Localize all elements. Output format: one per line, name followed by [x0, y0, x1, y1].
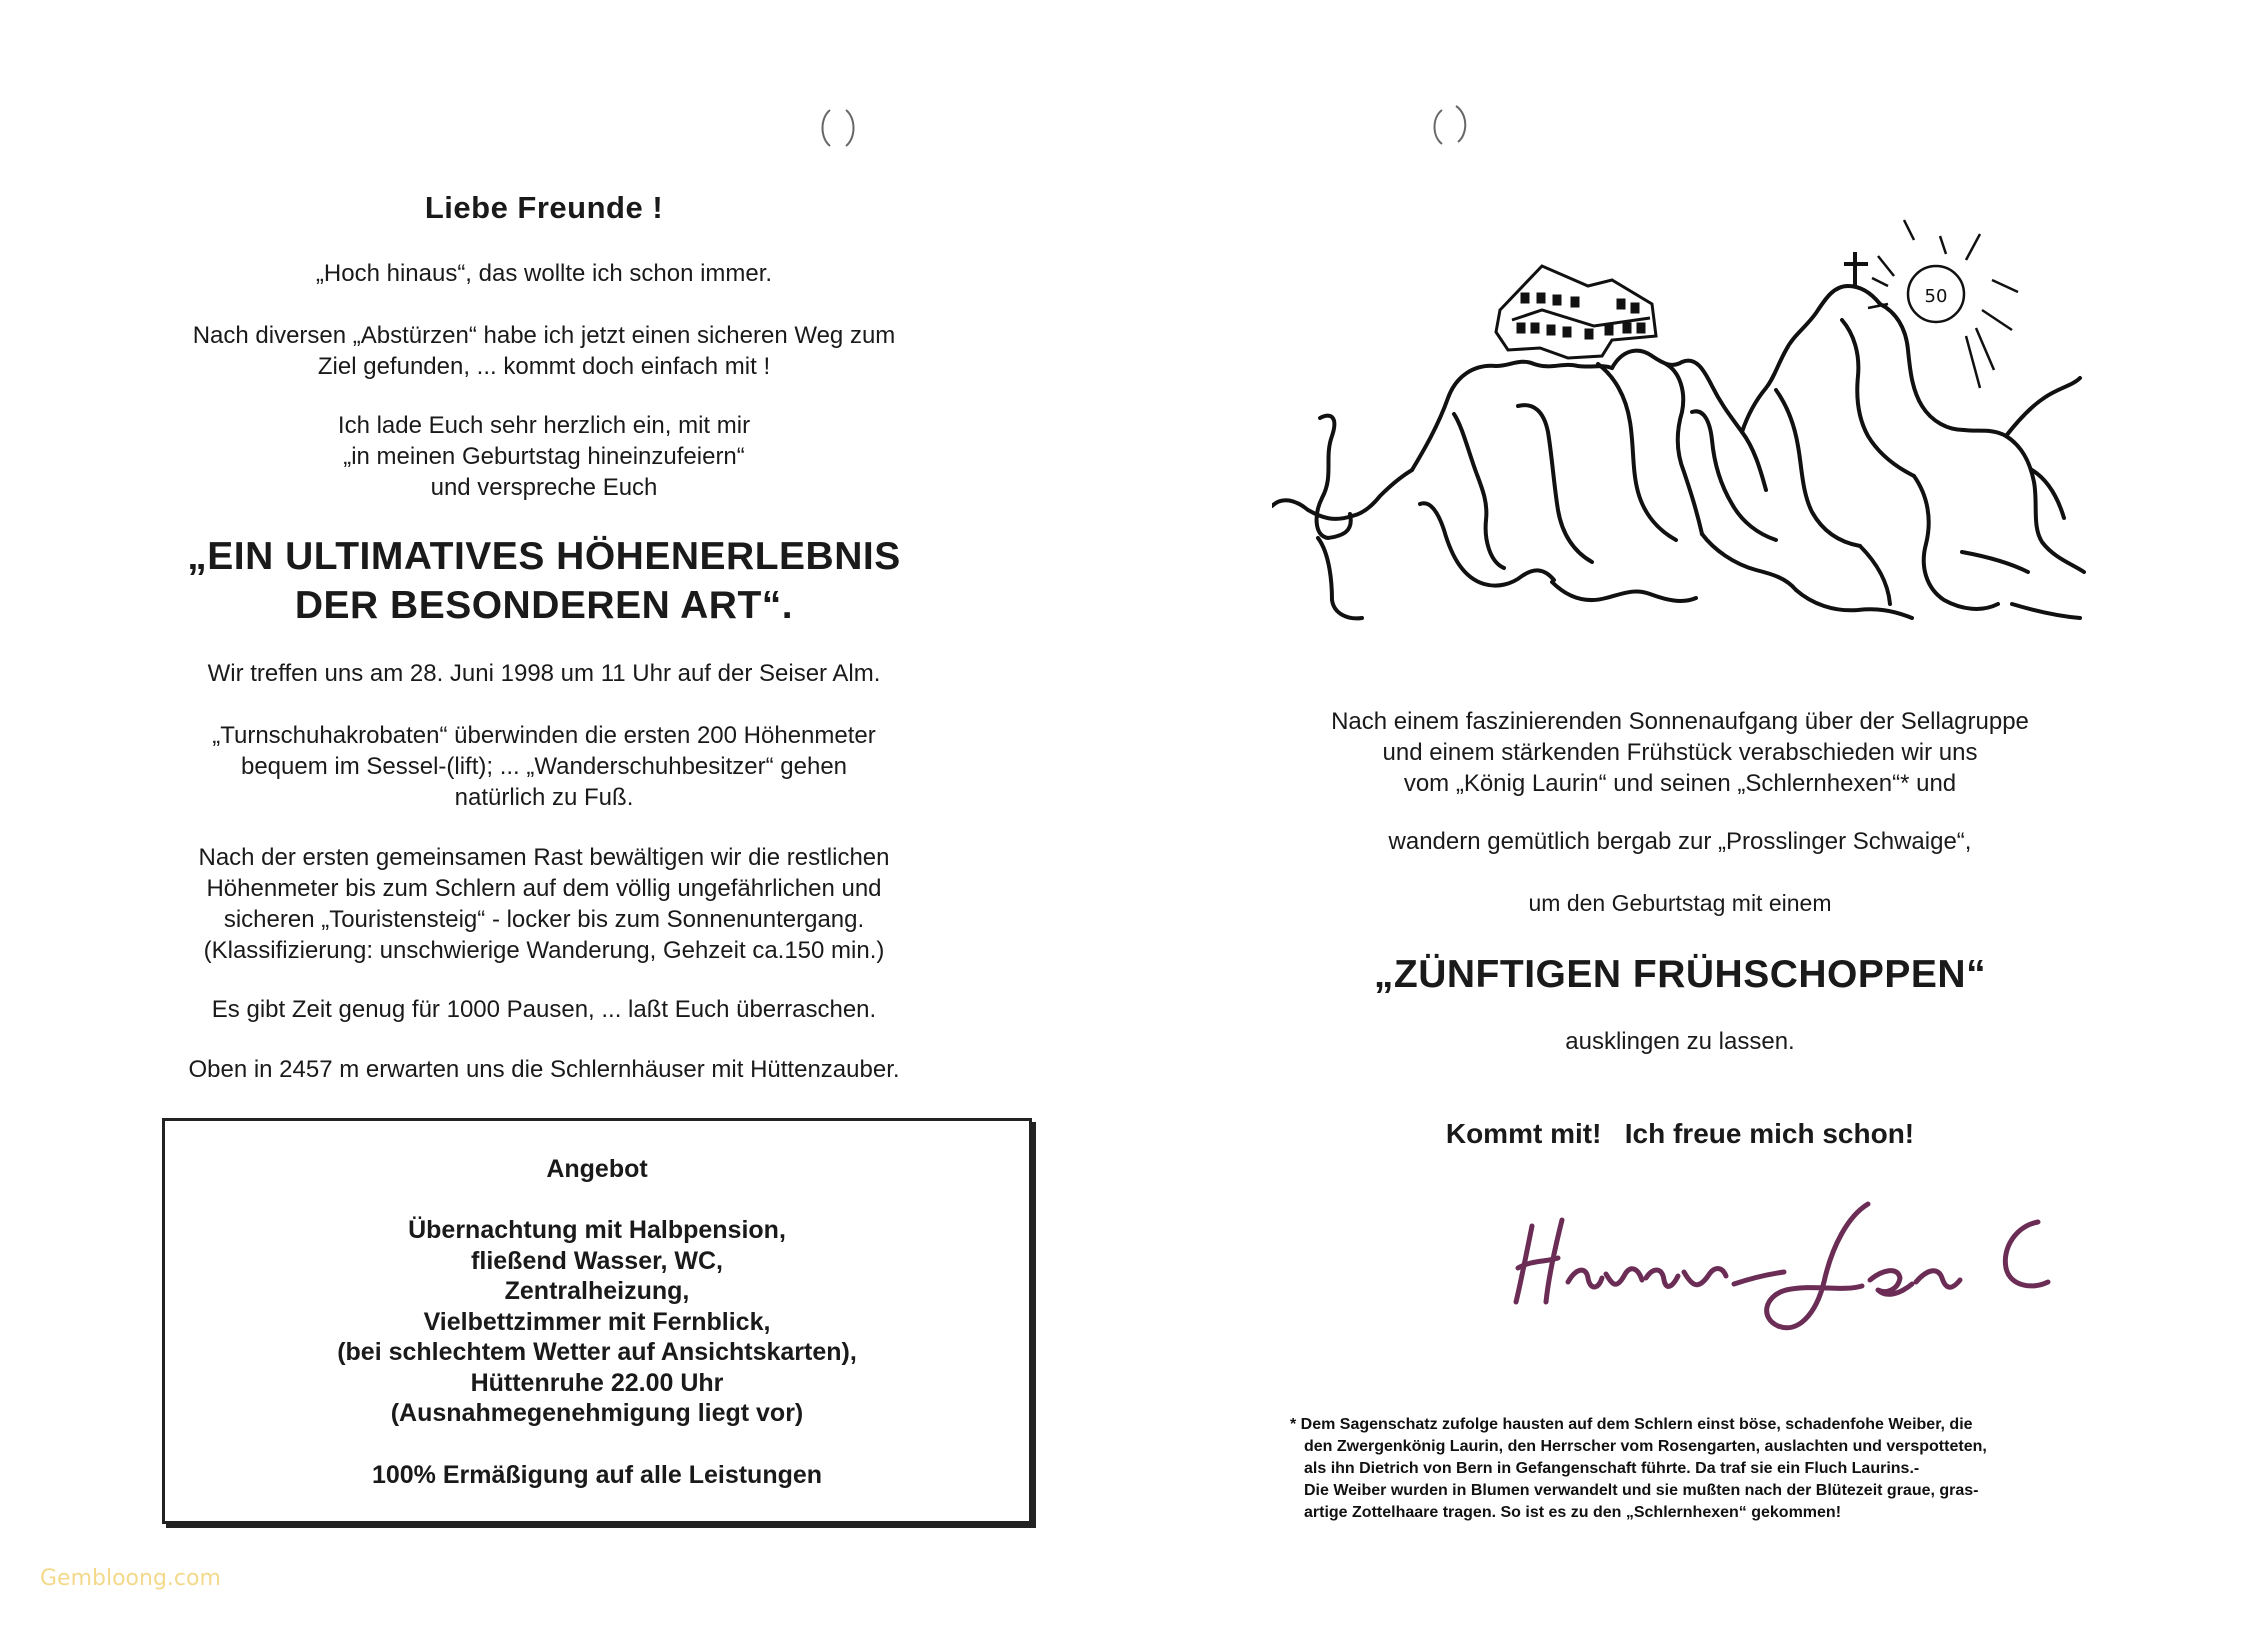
rock-outline: [1860, 546, 1890, 604]
offer-title: Angebot: [546, 1155, 648, 1183]
rock-outline: [1964, 430, 2084, 572]
offer-items: [165, 1215, 1029, 1429]
rock-outline: [2006, 378, 2080, 436]
headline-fruehschoppen: „ZÜNFTIGEN FRÜHSCHOPPEN“: [1373, 953, 1987, 996]
rock-outline: [1412, 362, 1612, 470]
closing-line: Kommt mit! Ich freue mich schon!: [1445, 1118, 1915, 1149]
punch-hole-icon: [816, 104, 862, 150]
rock-outline: [1518, 405, 1592, 562]
paragraph-route: Nach der ersten gemeinsamen Rast bewältigen wir die restlichen Höhenmeter bis zum Schlern auf dem völlig ungefährlichen und sicheren „Touristensteig“ - locker bis zum Sonnenuntergang. (Klassifizierung: unschwierige Wanderung, Gehzeit ca.150 min.): [198, 844, 890, 964]
rock-outline: [1318, 538, 1362, 618]
rock-outline: [1454, 414, 1504, 568]
intro-text: „Hoch hinaus“, das wollte ich schon immer.: [315, 260, 773, 287]
paragraph-invitation: Ich lade Euch sehr herzlich ein, mit mir „in meinen Geburtstag hineinzufeiern“ und verspreche Euch: [337, 412, 751, 501]
rock-outline: [1272, 500, 1352, 519]
offer-box: [162, 1118, 1032, 1524]
meeting-info: Wir treffen uns am 28. Juni 1998 um 11 Uhr auf der Seiser Alm.: [207, 660, 881, 687]
offer-item: Hüttenruhe 22.00 Uhr: [470, 1368, 724, 1397]
rock-outline: [1552, 582, 1696, 601]
rock-outline: [1598, 364, 1676, 540]
headline-experience: „EIN ULTIMATIVES HÖHENERLEBNIS DER BESONDEREN ART“.: [187, 535, 901, 627]
hut-icon: [1496, 266, 1656, 358]
paragraph-sunrise: Nach einem faszinierenden Sonnenaufgang über der Sellagruppe und einem stärkenden Frühstück verabschieden wir uns vom „König Laurin“ und seinen „Schlernhexen“* und: [1331, 708, 2029, 797]
right-page: [1122, 0, 2244, 1632]
rock-outline: [1702, 534, 1796, 590]
rock-outline: [1962, 552, 2028, 572]
paragraph-birthday: um den Geburtstag mit einem: [1528, 890, 1832, 916]
offer-item: (Ausnahmegenehmigung liegt vor): [390, 1399, 804, 1427]
paragraph-hike: wandern gemütlich bergab zur „Prosslinger Schwaige“,: [1388, 828, 1972, 855]
sun-label: 50: [1924, 286, 1948, 307]
rock-outline: [1666, 364, 1702, 534]
paragraph-huts: Oben in 2457 m erwarten uns die Schlernhäuser mit Hüttenzauber.: [188, 1056, 900, 1083]
watermark: Gembloong.com: [40, 1566, 221, 1591]
summit-cross-icon: [1844, 252, 1868, 286]
offer-discount: 100% Ermäßigung auf alle Leistungen: [371, 1461, 823, 1489]
offer-item: fließend Wasser, WC,: [471, 1246, 723, 1275]
punch-hole-icon: [1428, 102, 1474, 148]
paragraph-end: ausklingen zu lassen.: [1565, 1028, 1795, 1055]
offer-item: Übernachtung mit Halbpension,: [408, 1216, 786, 1244]
rock-outline: [1842, 320, 1914, 476]
mountain-illustration: [1272, 200, 2102, 650]
footnote: * Dem Sagenschatz zufolge hausten auf dem Schlern einst böse, schadenfohe Weiber, die den Zwergenkönig Laurin, den Herrscher vom Rosengarten, auslachten und verspotteten, als ihn Dietrich von Bern in Gefangenschaft führte. Da traf sie ein Fluch Laurins.- Die Weiber wurden in Blumen verwandelt und sie mußten nach der Blütezeit graue, gras- artige Zottelhaare tragen. So ist es zu den „Schlernhexen“ gekommen!: [1290, 1416, 1987, 1521]
paragraph-way: Nach diversen „Abstürzen“ habe ich jetzt einen sicheren Weg zum Ziel gefunden, ... kommt doch einfach mit !: [192, 322, 896, 380]
offer-item: Vielbettzimmer mit Fernblick,: [423, 1307, 771, 1336]
paragraph-lift: „Turnschuhakrobaten“ überwinden die ersten 200 Höhenmeter bequem im Sessel-(lift); ... „Wanderschuhbesitzer“ gehen natürlich zu Fuß.: [212, 722, 876, 811]
rock-outline: [2012, 604, 2080, 618]
rock-outline: [1776, 390, 1860, 546]
rock-outline: [1796, 590, 1912, 618]
rock-outline: [1352, 470, 1412, 516]
greeting: Liebe Freunde !: [424, 190, 664, 225]
offer-item: Zentralheizung,: [504, 1277, 690, 1305]
rock-outline: [1880, 304, 1964, 430]
offer-item: (bei schlechtem Wetter auf Ansichtskarten),: [337, 1338, 857, 1366]
rock-outline: [1914, 476, 1998, 609]
paragraph-pauses: Es gibt Zeit genug für 1000 Pausen, ... laßt Euch überraschen.: [211, 996, 877, 1023]
signature-image: [1502, 1186, 2142, 1336]
